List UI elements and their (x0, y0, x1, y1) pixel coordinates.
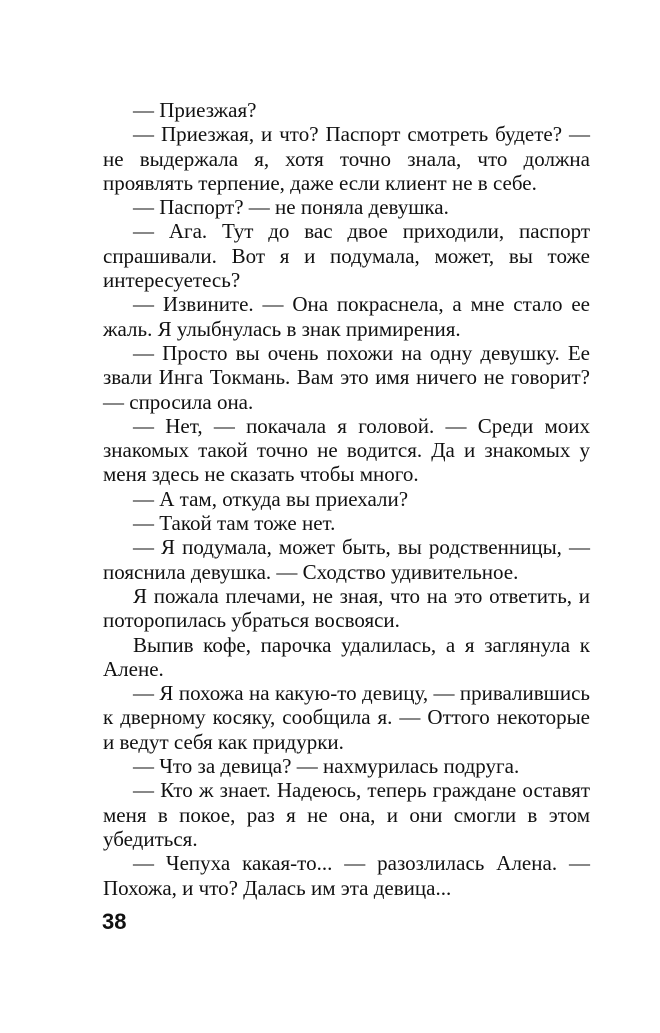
paragraph: — Такой там тоже нет. (133, 511, 336, 536)
paragraph: — Извините. — Она покраснела, а мне стало ее жаль. Я улыбнулась в знак примирения. (103, 292, 590, 341)
paragraph: Я пожала плечами, не зная, что на это ответить, и поторопилась убраться восвояси. (103, 583, 590, 633)
paragraph: — Что за девица? — нахмурилась подруга. (133, 754, 520, 779)
paragraph: — Кто ж знает. Надеюсь, теперь граждане оставят меня в покое, раз я не она, и они смогли в этом убедиться. (103, 778, 590, 851)
paragraph: — Чепуха какая-то... — разозлилась Алена. — Похожа, и что? Далась им эта девица... (103, 851, 590, 900)
paragraph: — Я подумала, может быть, вы родственницы, — пояснила девушка. — Сходство удивительное. (103, 535, 590, 584)
paragraph: — Я похожа на какую-то девицу, — привалившись к дверному косяку, сообщила я. — Оттого некоторые и ведут себя как придурки. (103, 681, 590, 754)
paragraph: — Приезжая, и что? Паспорт смотреть будете? — не выдержала я, хотя точно знала, что должна проявлять терпение, даже если клиент не в себе. (103, 122, 590, 195)
paragraph: — Паспорт? — не поняла девушка. (133, 195, 449, 220)
body-text (103, 98, 590, 900)
paragraph: — А там, откуда вы приехали? (133, 486, 409, 511)
paragraph: — Приезжая? (133, 98, 257, 122)
paragraph: — Просто вы очень похожи на одну девушку. Ее звали Инга Токмань. Вам это имя ничего не говорит? — спросила она. (103, 340, 590, 414)
paragraph: Выпив кофе, парочка удалилась, а я заглянула к Алене. (103, 632, 590, 681)
page-number: 38 (102, 909, 127, 934)
paragraph: — Ага. Тут до вас двое приходили, паспорт спрашивали. Вот я и подумала, может, вы тоже интересуетесь? (103, 219, 590, 293)
paragraph: — Нет, — покачала я головой. — Среди моих знакомых такой точно не водится. Да и знакомых у меня здесь не сказать чтобы много. (103, 413, 590, 487)
